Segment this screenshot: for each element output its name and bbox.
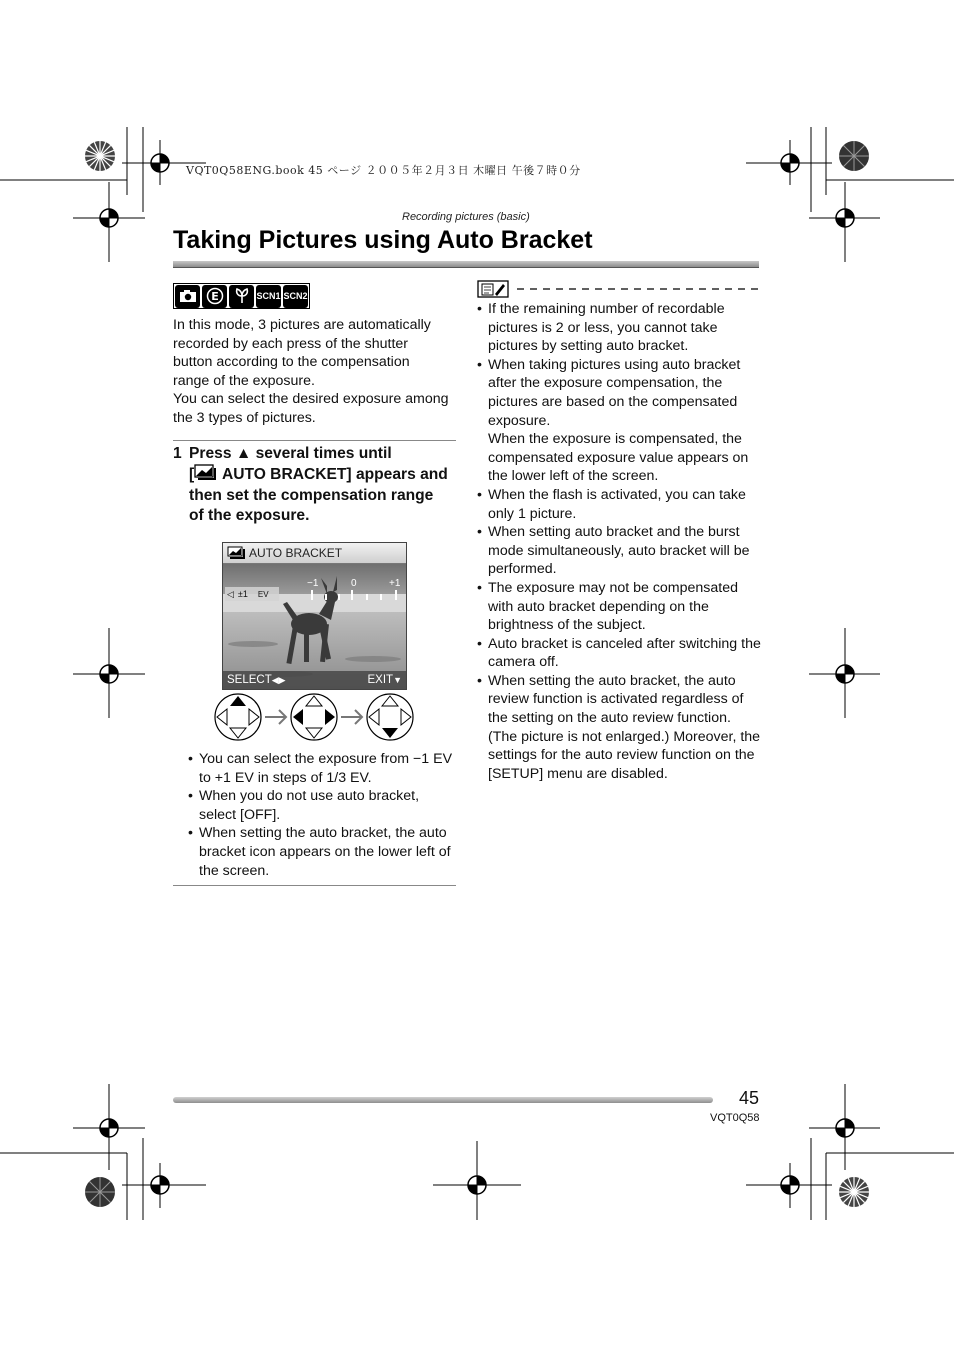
camera-mode-icon (175, 285, 200, 308)
intro-paragraph: You can select the desired exposure among the 3 types of pictures. (173, 391, 449, 426)
list-item-text: When taking pictures using auto bracket after the exposure compensation, the pictures are based on the compensated exposure. (488, 356, 741, 429)
list-item: • Auto bracket is canceled after switching the camera off. (477, 635, 761, 672)
dial-left-right-icon (293, 696, 335, 738)
scale-minus: −1 (307, 578, 319, 589)
scale-zero: 0 (351, 578, 357, 589)
scale-plus: +1 (389, 578, 401, 589)
list-item: • If the remaining number of recordable pictures is 2 or less, you cannot take pictures by setting auto bracket. (477, 300, 761, 356)
select-hint: SELECT◀▶ (227, 674, 286, 686)
printer-slug: VQT0Q58ENG.book 45 ページ ２００５年２月３日 木曜日 午後７時０分 (186, 164, 581, 177)
auto-bracket-icon (194, 464, 218, 482)
screen-title: AUTO BRACKET (249, 546, 343, 560)
list-item: • When setting the auto bracket, the auto review function is activated regardless of the setting on the auto review function. (The picture is not enlarged.) Moreover, the settings for the auto review function on the [SETUP] menu are disabled. (477, 672, 761, 784)
left-arrow-icon: ◁ (227, 588, 234, 599)
footer-bar (173, 1097, 713, 1103)
scene1-mode-icon: SCN1 (256, 285, 281, 308)
screen-footer (223, 671, 406, 689)
step-rule-bottom (173, 885, 456, 886)
scene2-mode-icon: SCN2 (283, 285, 308, 308)
dial-up-icon (217, 696, 259, 738)
step-text: [ (189, 466, 195, 484)
list-item: • When setting auto bracket and the burst mode simultaneously, auto bracket will be performed. (477, 523, 761, 579)
ev-setting (225, 587, 279, 601)
step-notes (188, 750, 454, 880)
step-text: AUTO BRACKET] appears and then set the compensation range of the exposure. (189, 466, 448, 525)
list-item (477, 356, 761, 486)
list-item: • When you do not use auto bracket, select [OFF]. (188, 787, 454, 824)
svg-text:E: E (210, 290, 219, 303)
page-title: Taking Pictures using Auto Bracket (173, 226, 593, 254)
list-item: • You can select the exposure from −1 EV to +1 EV in steps of 1/3 EV. (188, 750, 454, 787)
note-header (477, 280, 760, 298)
section-label: Recording pictures (basic) (402, 211, 530, 223)
down-arrow-icon: ▼ (393, 675, 402, 685)
intro-paragraph: In this mode, 3 pictures are automatically recorded by each press of the shutter button according to the compensation range of the exposure. (173, 317, 431, 389)
page-number: 45 (739, 1088, 760, 1108)
screen-header (223, 543, 406, 564)
left-right-arrows-icon: ◀▶ (271, 675, 286, 685)
step-text: Press ▲ several times until (189, 445, 392, 462)
economy-mode-icon (202, 285, 227, 308)
mode-icons (173, 283, 310, 309)
camera-screen (222, 542, 407, 690)
auto-bracket-icon (227, 546, 247, 560)
title-rule (173, 261, 759, 268)
model-code: VQT0Q58 (710, 1112, 760, 1124)
intro-text (173, 316, 449, 428)
dial-down-icon (369, 696, 411, 738)
step-1 (173, 444, 449, 527)
dial-sequence (211, 692, 417, 742)
step-rule-top (173, 440, 456, 441)
list-item-continuation: When the exposure is compensated, the compensated exposure value appears on the lower left of the screen. (488, 431, 749, 485)
notes-list (477, 300, 761, 783)
list-item: • When the flash is activated, you can take only 1 picture. (477, 486, 761, 523)
ev-scale-ticks (281, 590, 403, 600)
exit-hint: EXIT▼ (367, 674, 402, 686)
macro-mode-icon (229, 285, 254, 308)
ev-value: ±1 (237, 589, 248, 599)
ev-unit: EV (257, 589, 269, 599)
list-item: • When setting the auto bracket, the auto bracket icon appears on the lower left of the screen. (188, 824, 454, 880)
step-number: 1 (173, 445, 182, 462)
list-item: • The exposure may not be compensated with auto bracket depending on the brightness of the subject. (477, 579, 761, 635)
